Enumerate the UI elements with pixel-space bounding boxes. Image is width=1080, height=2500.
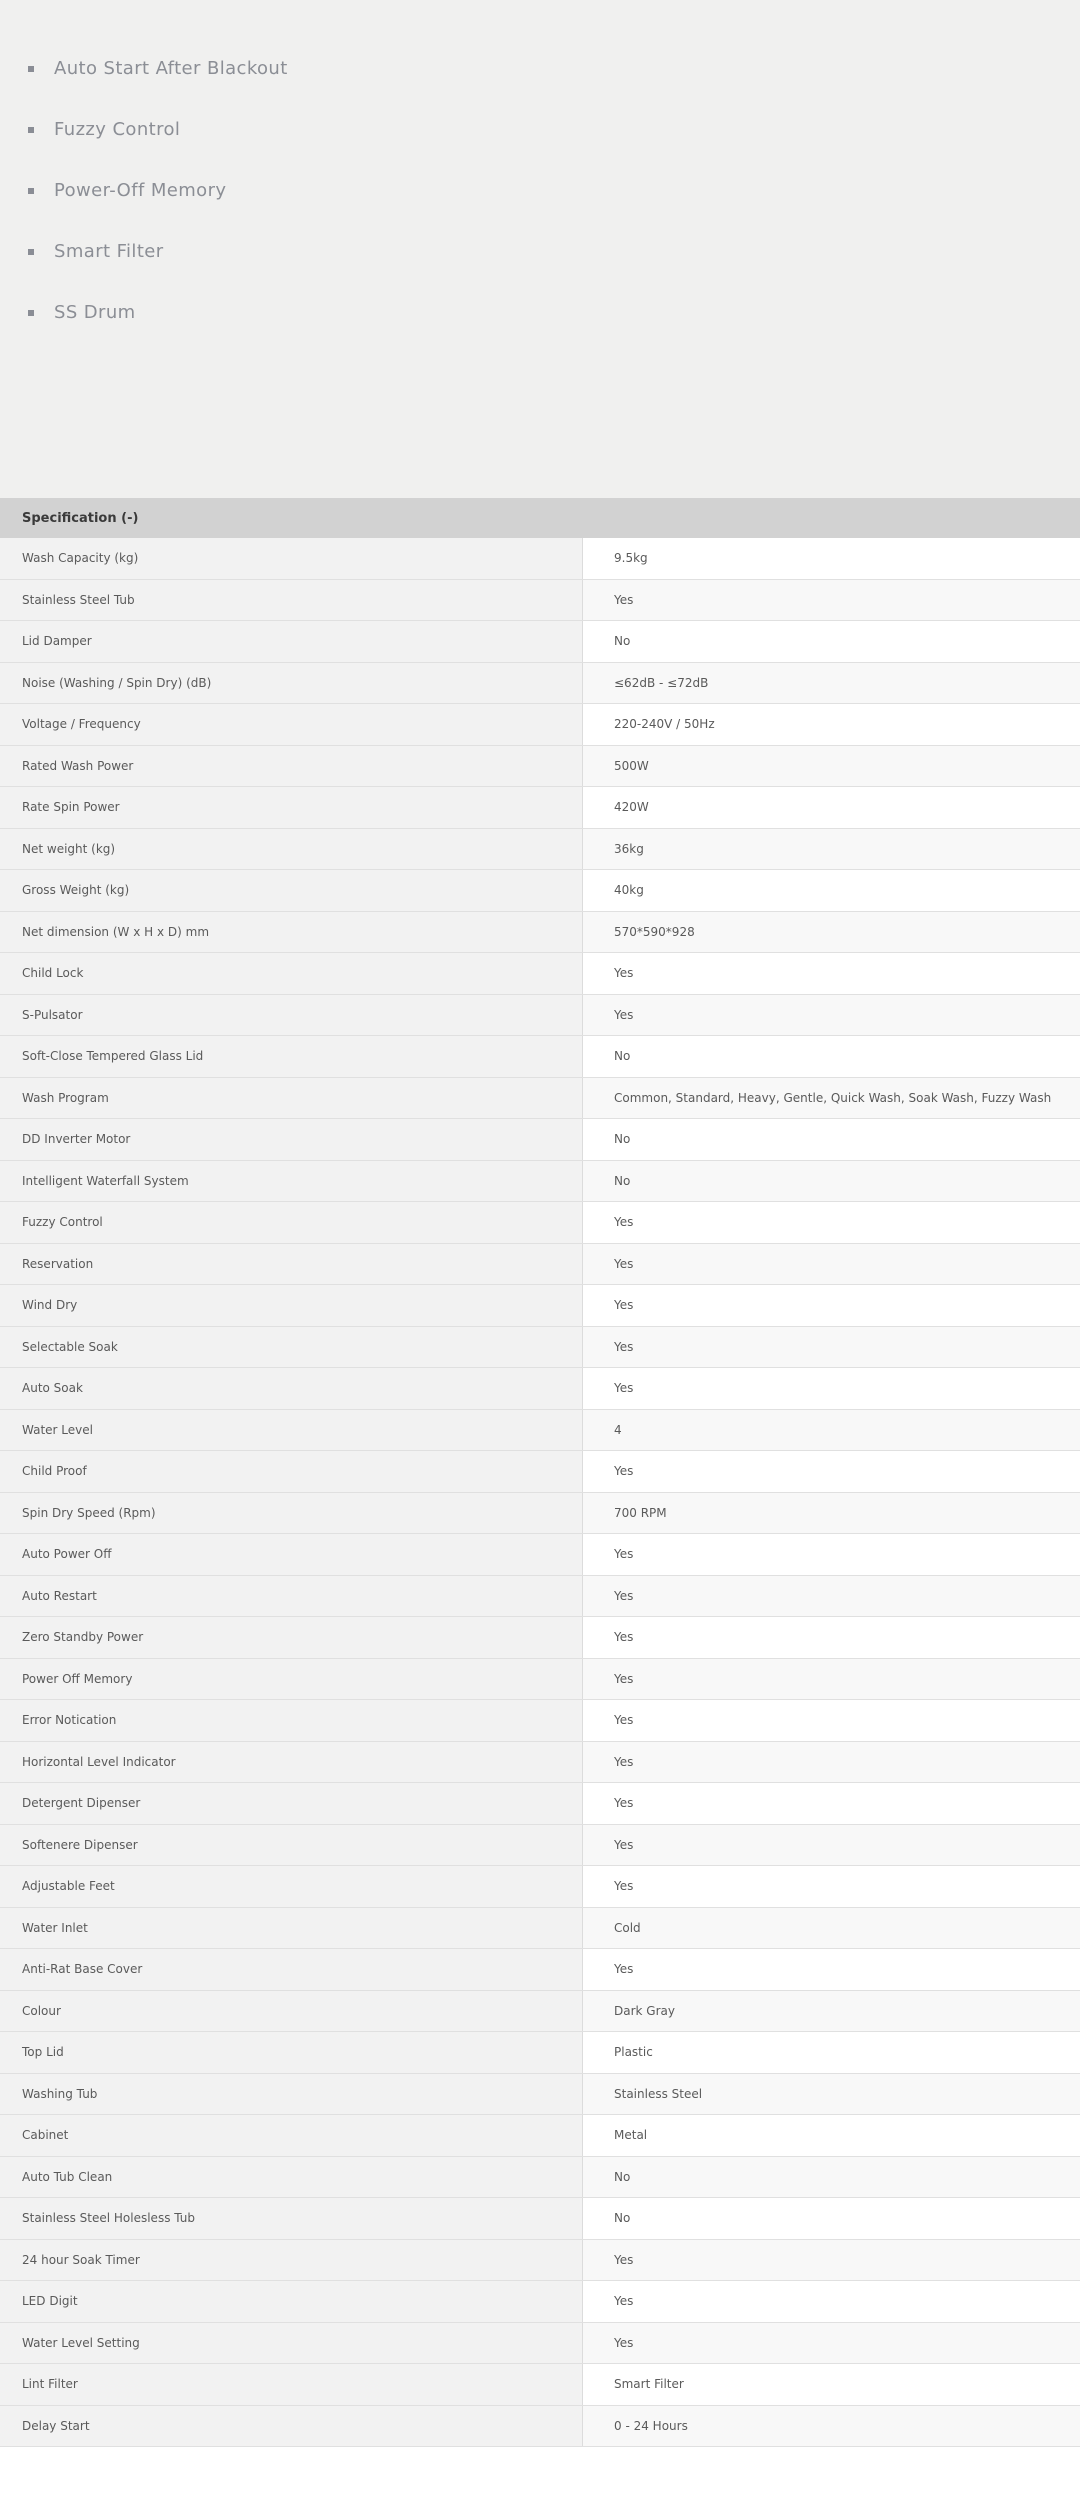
spec-row — [0, 1742, 1080, 1784]
spec-name: Water Inlet — [0, 1908, 583, 1949]
spec-name: Net weight (kg) — [0, 829, 583, 870]
page-footer-space — [0, 2447, 1080, 2487]
spec-row — [0, 912, 1080, 954]
spec-row — [0, 1617, 1080, 1659]
spec-name: Top Lid — [0, 2032, 583, 2073]
spec-name: Delay Start — [0, 2406, 583, 2447]
spec-name: Lint Filter — [0, 2364, 583, 2405]
spec-name: Auto Soak — [0, 1368, 583, 1409]
spec-value: 570*590*928 — [583, 912, 1080, 953]
spec-row — [0, 1119, 1080, 1161]
spec-row — [0, 1534, 1080, 1576]
spec-row — [0, 787, 1080, 829]
spec-row — [0, 1866, 1080, 1908]
spec-name: Zero Standby Power — [0, 1617, 583, 1658]
spec-row — [0, 2032, 1080, 2074]
spec-value: 40kg — [583, 870, 1080, 911]
spec-value: Yes — [583, 1534, 1080, 1575]
spec-row — [0, 2074, 1080, 2116]
spec-name: Rate Spin Power — [0, 787, 583, 828]
spec-value: Yes — [583, 995, 1080, 1036]
spec-value: 0 - 24 Hours — [583, 2406, 1080, 2447]
spec-value: Yes — [583, 1327, 1080, 1368]
spec-name: Adjustable Feet — [0, 1866, 583, 1907]
spec-row — [0, 2198, 1080, 2240]
spec-row — [0, 663, 1080, 705]
spec-row — [0, 1036, 1080, 1078]
spec-name: Lid Damper — [0, 621, 583, 662]
spec-name: Error Notication — [0, 1700, 583, 1741]
spec-value: Yes — [583, 1202, 1080, 1243]
spec-row — [0, 1368, 1080, 1410]
spec-value: No — [583, 1036, 1080, 1077]
spec-value: Dark Gray — [583, 1991, 1080, 2032]
spec-name: Wash Capacity (kg) — [0, 538, 583, 579]
features-section — [0, 0, 1080, 498]
spec-row — [0, 1161, 1080, 1203]
spec-name: Child Lock — [0, 953, 583, 994]
specification-header[interactable]: Specification (-) — [0, 498, 1080, 538]
spec-row — [0, 2115, 1080, 2157]
bullet-icon — [28, 127, 34, 133]
spec-row — [0, 1825, 1080, 1867]
spec-row — [0, 1700, 1080, 1742]
spec-value: 4 — [583, 1410, 1080, 1451]
spec-row — [0, 538, 1080, 580]
spec-name: Washing Tub — [0, 2074, 583, 2115]
spec-row — [0, 995, 1080, 1037]
spec-row — [0, 704, 1080, 746]
spec-name: S-Pulsator — [0, 995, 583, 1036]
specification-table — [0, 538, 1080, 2447]
spec-name: Fuzzy Control — [0, 1202, 583, 1243]
spec-row — [0, 1244, 1080, 1286]
spec-row — [0, 2406, 1080, 2448]
spec-name: Water Level — [0, 1410, 583, 1451]
spec-value: Smart Filter — [583, 2364, 1080, 2405]
spec-value: 220-240V / 50Hz — [583, 704, 1080, 745]
spec-name: Anti-Rat Base Cover — [0, 1949, 583, 1990]
spec-value: Yes — [583, 1576, 1080, 1617]
bullet-icon — [28, 188, 34, 194]
spec-row — [0, 1410, 1080, 1452]
spec-row — [0, 2281, 1080, 2323]
spec-row — [0, 2364, 1080, 2406]
spec-value: 700 RPM — [583, 1493, 1080, 1534]
spec-value: Yes — [583, 1783, 1080, 1824]
spec-value: ≤62dB - ≤72dB — [583, 663, 1080, 704]
spec-row — [0, 1202, 1080, 1244]
spec-name: DD Inverter Motor — [0, 1119, 583, 1160]
spec-name: Power Off Memory — [0, 1659, 583, 1700]
spec-value: Yes — [583, 1825, 1080, 1866]
spec-row — [0, 953, 1080, 995]
spec-value: Yes — [583, 1244, 1080, 1285]
spec-row — [0, 1908, 1080, 1950]
spec-value: 500W — [583, 746, 1080, 787]
spec-row — [0, 1783, 1080, 1825]
feature-label: Auto Start After Blackout — [54, 58, 288, 79]
spec-name: Stainless Steel Holesless Tub — [0, 2198, 583, 2239]
spec-value: Yes — [583, 1949, 1080, 1990]
spec-row — [0, 580, 1080, 622]
spec-value: No — [583, 1161, 1080, 1202]
spec-name: Softenere Dipenser — [0, 1825, 583, 1866]
spec-name: Reservation — [0, 1244, 583, 1285]
spec-value: Yes — [583, 953, 1080, 994]
spec-value: Stainless Steel — [583, 2074, 1080, 2115]
spec-value: No — [583, 621, 1080, 662]
feature-item — [0, 99, 1080, 160]
spec-name: Detergent Dipenser — [0, 1783, 583, 1824]
spec-name: Noise (Washing / Spin Dry) (dB) — [0, 663, 583, 704]
feature-label: Smart Filter — [54, 241, 164, 262]
spec-value: 36kg — [583, 829, 1080, 870]
spec-value: Yes — [583, 1700, 1080, 1741]
spec-row — [0, 1949, 1080, 1991]
spec-value: Yes — [583, 1742, 1080, 1783]
spec-row — [0, 1285, 1080, 1327]
spec-value: Plastic — [583, 2032, 1080, 2073]
spec-row — [0, 621, 1080, 663]
spec-value: Yes — [583, 1451, 1080, 1492]
feature-item — [0, 282, 1080, 343]
spec-value: Yes — [583, 1659, 1080, 1700]
spec-row — [0, 1078, 1080, 1120]
spec-name: Auto Power Off — [0, 1534, 583, 1575]
spec-row — [0, 1451, 1080, 1493]
spec-value: Yes — [583, 1285, 1080, 1326]
spec-value: Yes — [583, 1617, 1080, 1658]
spec-name: Cabinet — [0, 2115, 583, 2156]
spec-value: Yes — [583, 2323, 1080, 2364]
spec-name: Auto Restart — [0, 1576, 583, 1617]
feature-item — [0, 160, 1080, 221]
spec-row — [0, 870, 1080, 912]
spec-name: Colour — [0, 1991, 583, 2032]
spec-name: Gross Weight (kg) — [0, 870, 583, 911]
spec-value: 420W — [583, 787, 1080, 828]
spec-value: Metal — [583, 2115, 1080, 2156]
spec-name: Water Level Setting — [0, 2323, 583, 2364]
spec-value: Yes — [583, 2281, 1080, 2322]
feature-label: Power-Off Memory — [54, 180, 227, 201]
spec-name: 24 hour Soak Timer — [0, 2240, 583, 2281]
spec-row — [0, 829, 1080, 871]
bullet-icon — [28, 310, 34, 316]
spec-name: Wind Dry — [0, 1285, 583, 1326]
bullet-icon — [28, 249, 34, 255]
spec-row — [0, 746, 1080, 788]
spec-value: 9.5kg — [583, 538, 1080, 579]
spec-name: Child Proof — [0, 1451, 583, 1492]
spec-row — [0, 2157, 1080, 2199]
spec-name: Horizontal Level Indicator — [0, 1742, 583, 1783]
spec-name: Voltage / Frequency — [0, 704, 583, 745]
feature-label: SS Drum — [54, 302, 136, 323]
spec-value: Common, Standard, Heavy, Gentle, Quick Wash, Soak Wash, Fuzzy Wash — [583, 1078, 1080, 1119]
spec-name: Soft-Close Tempered Glass Lid — [0, 1036, 583, 1077]
bullet-icon — [28, 66, 34, 72]
spec-row — [0, 1991, 1080, 2033]
spec-value: Yes — [583, 580, 1080, 621]
spec-name: Selectable Soak — [0, 1327, 583, 1368]
spec-value: No — [583, 1119, 1080, 1160]
spec-row — [0, 2240, 1080, 2282]
feature-item — [0, 38, 1080, 99]
spec-value: Yes — [583, 2240, 1080, 2281]
spec-row — [0, 2323, 1080, 2365]
spec-value: No — [583, 2157, 1080, 2198]
spec-name: LED Digit — [0, 2281, 583, 2322]
spec-name: Stainless Steel Tub — [0, 580, 583, 621]
spec-value: Cold — [583, 1908, 1080, 1949]
spec-value: Yes — [583, 1866, 1080, 1907]
feature-item — [0, 221, 1080, 282]
spec-name: Intelligent Waterfall System — [0, 1161, 583, 1202]
spec-row — [0, 1493, 1080, 1535]
spec-name: Net dimension (W x H x D) mm — [0, 912, 583, 953]
spec-value: Yes — [583, 1368, 1080, 1409]
spec-name: Wash Program — [0, 1078, 583, 1119]
spec-row — [0, 1659, 1080, 1701]
spec-row — [0, 1327, 1080, 1369]
spec-value: No — [583, 2198, 1080, 2239]
feature-label: Fuzzy Control — [54, 119, 181, 140]
spec-row — [0, 1576, 1080, 1618]
spec-name: Rated Wash Power — [0, 746, 583, 787]
spec-name: Spin Dry Speed (Rpm) — [0, 1493, 583, 1534]
spec-name: Auto Tub Clean — [0, 2157, 583, 2198]
